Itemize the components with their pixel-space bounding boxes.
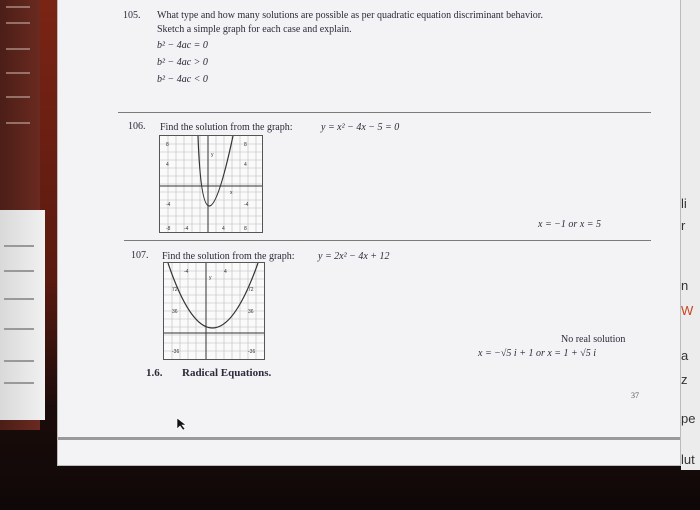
tick-label: 8	[244, 226, 247, 232]
problem-number: 107.	[131, 250, 149, 261]
axis-label-y: y	[209, 275, 212, 281]
discriminant-case: b² − 4ac < 0	[157, 74, 208, 85]
page-bottom-edge	[58, 437, 680, 440]
tick-label: -4	[166, 202, 171, 208]
grid	[160, 136, 262, 232]
document-page	[58, 0, 680, 465]
tick-label: 4	[222, 226, 225, 232]
graph-106	[159, 135, 263, 233]
tick-label: -4	[184, 269, 189, 275]
problem-number: 105.	[123, 10, 141, 21]
right-fragment: z	[681, 372, 688, 387]
tick-label: 4	[224, 269, 227, 275]
problem-prompt: Find the solution from the graph:	[160, 122, 293, 133]
parabola-106	[198, 136, 233, 206]
tick-label: 8	[244, 142, 247, 148]
tick-label: 4	[166, 162, 169, 168]
right-fragment: pe	[681, 411, 696, 426]
right-fragment: lut	[681, 452, 695, 467]
problem-number: 106.	[128, 121, 146, 132]
problem-prompt: Find the solution from the graph:	[162, 251, 295, 262]
divider	[118, 112, 651, 113]
parabola-107	[168, 263, 258, 328]
divider	[124, 240, 651, 241]
graph-107	[163, 262, 265, 360]
problem-question: What type and how many solutions are possible as per quadratic equation discriminant behavior.	[157, 10, 544, 21]
tick-label: 72	[172, 287, 178, 293]
right-partial-window	[681, 0, 700, 470]
tick-label: 36	[172, 309, 178, 315]
problem-equation: y = 2x² − 4x + 12	[318, 251, 390, 262]
discriminant-case: b² − 4ac > 0	[157, 57, 208, 68]
tick-label: 72	[248, 287, 254, 293]
right-fragment: a	[681, 348, 689, 363]
tick-label: 4	[244, 162, 247, 168]
tick-label: -4	[244, 202, 249, 208]
tick-label: 36	[248, 309, 254, 315]
right-fragment: r	[681, 218, 686, 233]
mouse-cursor-icon	[176, 417, 187, 431]
left-partial-window	[0, 210, 45, 420]
right-fragment: li	[681, 196, 687, 211]
section-number: 1.6.	[146, 367, 163, 379]
tick-label: -4	[184, 226, 189, 232]
tick-label: -36	[172, 349, 180, 355]
axis-label-x: x	[230, 190, 233, 196]
tick-label: -36	[248, 349, 256, 355]
discriminant-case: b² − 4ac = 0	[157, 40, 208, 51]
problem-answer: No real solution	[561, 334, 626, 345]
problem-answer: x = −1 or x = 5	[538, 219, 602, 230]
tick-label: 8	[166, 142, 169, 148]
tick-label: -8	[166, 226, 171, 232]
problem-equation: y = x² − 4x − 5 = 0	[321, 122, 400, 133]
axis-label-y: y	[211, 152, 214, 158]
problem-instruction: Sketch a simple graph for each case and explain.	[157, 24, 352, 35]
page-number: 37	[631, 391, 639, 400]
section-title: Radical Equations.	[182, 367, 272, 379]
right-fragment: W	[681, 303, 694, 318]
problem-answer-roots: x = −√5 i + 1 or x = 1 + √5 i	[478, 348, 597, 359]
right-fragment: n	[681, 278, 689, 293]
